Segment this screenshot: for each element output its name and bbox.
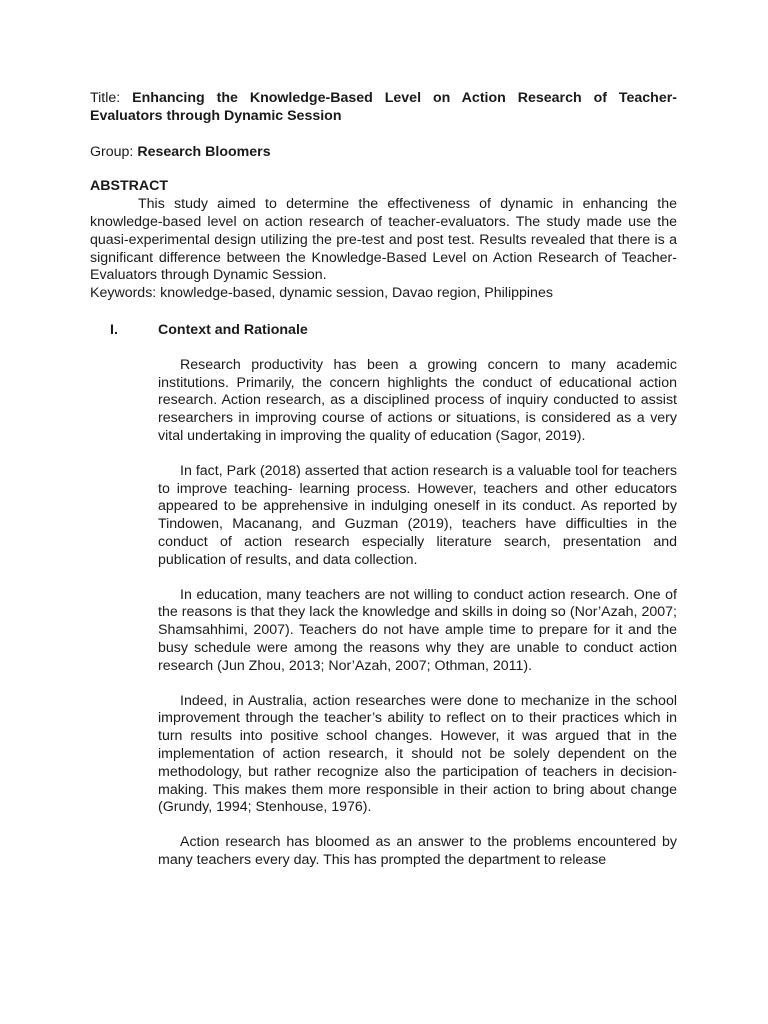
- section-number: I.: [110, 321, 118, 338]
- paragraph: In fact, Park (2018) asserted that action research is a valuable tool for teachers to improve teaching- learning process. However, teachers and other educators appeared to be apprehensive in indulging oneself in its conduct. As reported by Tindowen, Macanang, and Guzman (2019), teachers have difficulties in the conduct of action research especially literature search, presentation and publication of results, and data collection.: [158, 462, 677, 568]
- section-heading: [90, 322, 677, 340]
- section-title: Context and Rationale: [158, 321, 308, 338]
- document-page: [90, 90, 677, 870]
- group-name: Research Bloomers: [137, 143, 271, 160]
- group-line: [90, 144, 677, 162]
- paragraph: Action research has bloomed as an answer to the problems encountered by many teachers every day. This has prompted the department to release: [158, 834, 677, 868]
- section-body: [158, 357, 677, 870]
- title-line: [90, 90, 677, 126]
- title-label: Title:: [90, 90, 121, 106]
- paper-title: Enhancing the Knowledge-Based Level on Action Research of Teacher-Evaluators through Dynamic Session: [90, 90, 677, 124]
- paragraph: Research productivity has been a growing concern to many academic institutions. Primarily, the concern highlights the conduct of educational action research. Action research, as a disciplined process of inquiry conducted to assist researchers in improving course of actions or situations, is considered as a very vital undertaking in improving the quality of education (Sagor, 2019).: [158, 356, 677, 444]
- group-label: Group:: [90, 143, 134, 160]
- paragraph: In education, many teachers are not willing to conduct action research. One of the reasons is that they lack the knowledge and skills in doing so (Nor’Azah, 2007; Shamsahhimi, 2007). Teachers do not have ample time to prepare for it and the busy schedule were among the reasons why they are unable to conduct action research (Jun Zhou, 2013; Nor’Azah, 2007; Othman, 2011).: [158, 586, 677, 674]
- abstract-text: This study aimed to determine the effectiveness of dynamic in enhancing the knowledge-based level on action research of teacher-evaluators. The study made use the quasi-experimental design utilizing the pre-test and post test. Results revealed that there is a significant difference between the Knowledge-Based Level on Action Research of Teacher-Evaluators through Dynamic Session.: [90, 196, 677, 284]
- paragraph: Indeed, in Australia, action researches were done to mechanize in the school improvement through the teacher’s ability to reflect on to their practices which in turn results into positive school changes. However, it was argued that in the implementation of action research, it should not be solely dependent on the methodology, but rather recognize also the participation of teachers in decision- making. This makes them more responsible in their action to bring about change (Grundy, 1994; Stenhouse, 1976).: [158, 692, 677, 816]
- abstract-heading: ABSTRACT: [90, 178, 169, 195]
- keywords: Keywords: knowledge-based, dynamic session, Davao region, Philippines: [90, 285, 553, 302]
